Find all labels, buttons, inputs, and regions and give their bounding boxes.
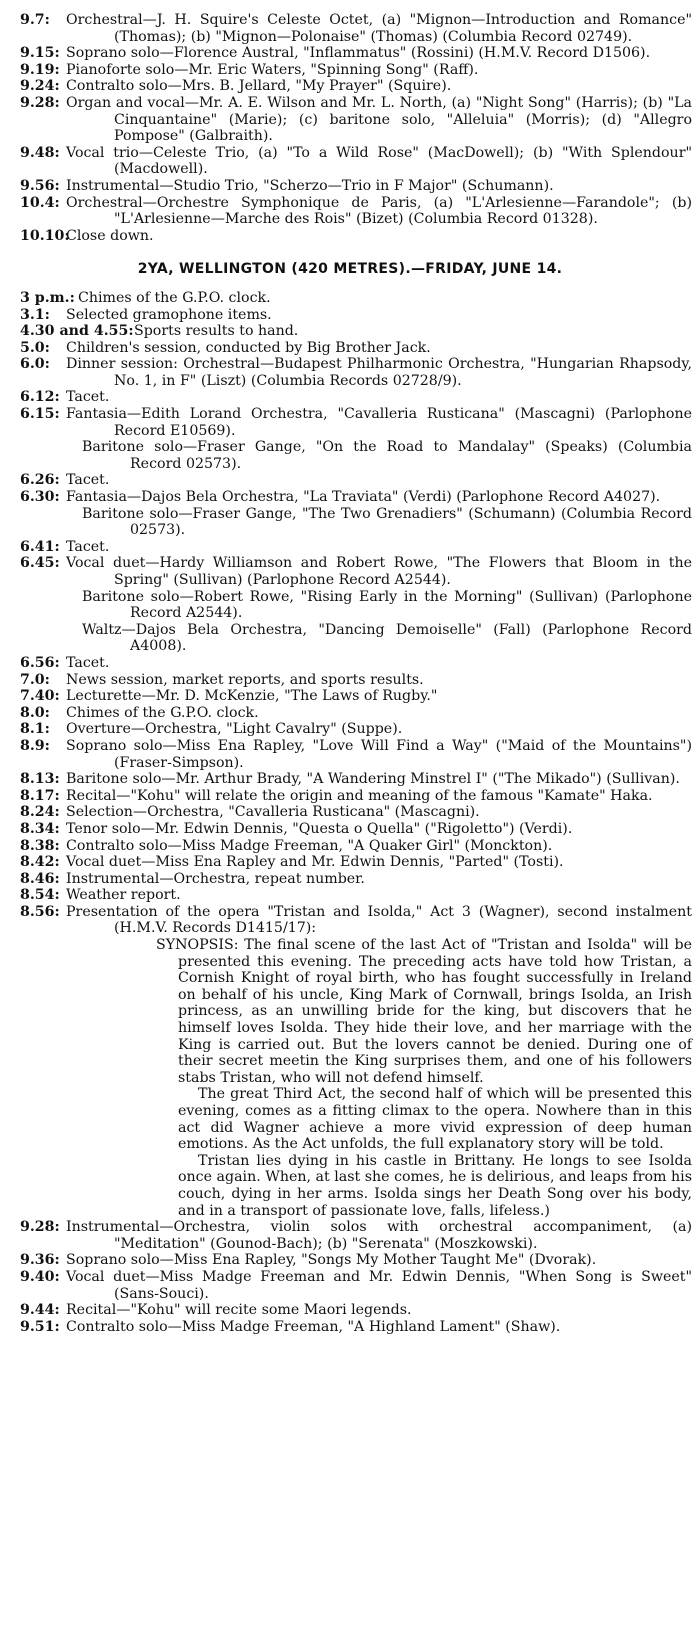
programme-entry	[8, 12, 692, 45]
entry-text: Orchestral—J. H. Squire's Celeste Octet, (a) "Mignon—Introduction and Romance" (Thomas); (b) "Mignon—Polonaise" (Thomas) (Columbia Record 02749).	[66, 12, 692, 45]
entry-text: Baritone solo—Fraser Gange, "The Two Grenadiers" (Schumann) (Columbia Record 02573).	[82, 505, 692, 539]
entry-text: Children's session, conducted by Big Brother Jack.	[66, 339, 431, 356]
programme-entry	[8, 555, 692, 588]
entry-time: 9.40:	[20, 1268, 60, 1285]
entry-time: 9.56:	[20, 177, 60, 194]
programme-entry	[8, 290, 692, 307]
entry-time: 8.38:	[20, 837, 60, 854]
synopsis-section	[8, 937, 692, 1219]
programme-entry	[8, 1302, 692, 1319]
entry-time: 9.44:	[20, 1302, 60, 1319]
programme-entry	[8, 1219, 692, 1252]
entry-time: 8.13:	[20, 771, 60, 788]
entry-time: 9.7:	[20, 12, 50, 28]
programme-entry	[8, 228, 692, 245]
entry-text: Selection—Orchestra, "Cavalleria Rusticana" (Mascagni).	[66, 804, 480, 821]
entry-time: 10.4:	[20, 194, 60, 211]
entry-time: 8.17:	[20, 787, 60, 804]
programme-entry	[8, 688, 692, 705]
programme-entry	[8, 672, 692, 689]
entry-time: 8.0:	[20, 704, 50, 721]
entry-text: Lecturette—Mr. D. McKenzie, "The Laws of Rugby."	[66, 688, 438, 705]
entry-text: Tacet.	[66, 654, 110, 671]
programme-entry	[8, 178, 692, 195]
synopsis-paragraph-1	[8, 937, 692, 1086]
programme-block-3	[8, 1219, 692, 1335]
programme-entry	[8, 145, 692, 178]
entry-text: Vocal trio—Celeste Trio, (a) "To a Wild Rose" (MacDowell); (b) "With Splendour" (Macdowell).	[66, 144, 692, 178]
entry-time: 6.15:	[20, 406, 60, 423]
entry-text: Fantasia—Dajos Bela Orchestra, "La Traviata" (Verdi) (Parlophone Record A4027).	[66, 489, 661, 506]
programme-entry	[8, 721, 692, 738]
entry-text: Instrumental—Orchestra, violin solos with orchestral accompaniment, (a) "Meditation" (Gounod-Bach); (b) "Serenata" (Moszkowski).	[66, 1219, 692, 1252]
programme-entry	[8, 854, 692, 871]
entry-text: News session, market reports, and sports results.	[66, 671, 424, 688]
entry-text: Selected gramophone items.	[66, 306, 272, 323]
programme-entry	[8, 705, 692, 722]
programme-entry	[8, 62, 692, 79]
entry-text: Presentation of the opera "Tristan and Isolda," Act 3 (Wagner), second instalment (H.M.V. Records D1415/17):	[66, 903, 692, 937]
entry-text: Contralto solo—Miss Madge Freeman, "A Highland Lament" (Shaw).	[66, 1318, 561, 1335]
entry-text: Baritone solo—Fraser Gange, "On the Road to Mandalay" (Speaks) (Columbia Record 02573).	[82, 439, 692, 472]
programme-entry	[8, 838, 692, 855]
entry-time: 8.1:	[20, 721, 50, 738]
entry-time: 8.9:	[20, 737, 50, 754]
entry-time: 6.0:	[20, 356, 50, 373]
programme-sub-entry	[8, 589, 692, 622]
programme-entry	[8, 389, 692, 406]
entry-time: 8.56:	[20, 903, 60, 920]
programme-entry	[8, 804, 692, 821]
station-heading: 2YA, WELLINGTON (420 METRES).—FRIDAY, JUNE 14.	[137, 261, 563, 278]
synopsis-paragraph-2: The great Third Act, the second half of which will be presented this evening, comes as a fitting climax to the opera. Nowhere than in this act did Wagner achieve a more vivid expression of deep human emotions. As the Act unfolds, the full explanatory story will be told.	[178, 1086, 692, 1153]
entry-text: Soprano solo—Miss Ena Rapley, "Love Will Find a Way" ("Maid of the Mountains") (Fraser-Simpson).	[66, 737, 692, 771]
entry-text: Contralto solo—Mrs. B. Jellard, "My Prayer" (Squire).	[66, 78, 452, 95]
entry-text: Dinner session: Orchestral—Budapest Philharmonic Orchestra, "Hungarian Rhapsody, No. 1, in F" (Liszt) (Columbia Records 02728/9).	[66, 356, 692, 389]
entry-text: Organ and vocal—Mr. A. E. Wilson and Mr. L. North, (a) "Night Song" (Harris); (b) "La Cinquantaine" (Marie); (c) baritone solo, "Alleluia" (Morris); (d) "Allegro Pompose" (Galbraith).	[66, 94, 692, 145]
entry-text: Chimes of the G.P.O. clock.	[66, 704, 259, 721]
programme-block-1	[8, 12, 692, 244]
entry-time: 6.41:	[20, 538, 60, 555]
entry-time: 7.0:	[20, 671, 50, 688]
entry-time: 9.36:	[20, 1252, 60, 1269]
programme-entry	[8, 539, 692, 556]
entry-time: 5.0:	[20, 339, 50, 356]
entry-text: Recital—"Kohu" will recite some Maori legends.	[66, 1302, 412, 1319]
entry-text: Vocal duet—Miss Madge Freeman and Mr. Edwin Dennis, "When Song is Sweet" (Sans-Souci).	[66, 1268, 692, 1302]
entry-text: Overture—Orchestra, "Light Cavalry" (Suppe).	[66, 721, 403, 738]
programme-entry	[8, 1269, 692, 1302]
entry-time: 4.30 and 4.55:	[20, 323, 134, 340]
entry-time: 9.15:	[20, 45, 60, 62]
entry-time: 9.19:	[20, 61, 60, 78]
programme-entry	[8, 406, 692, 439]
programme-entry	[8, 45, 692, 62]
entry-text: Instrumental—Orchestra, repeat number.	[66, 870, 365, 887]
entry-time: 7.40:	[20, 688, 60, 705]
entry-time: 3 p.m.:	[20, 289, 75, 306]
entry-time: 6.56:	[20, 654, 60, 671]
programme-entry	[8, 771, 692, 788]
programme-entry	[8, 472, 692, 489]
entry-text: Tacet.	[66, 389, 110, 406]
programme-entry	[8, 323, 692, 340]
entry-text: Instrumental—Studio Trio, "Scherzo—Trio in F Major" (Schumann).	[66, 177, 554, 194]
programme-entry	[8, 788, 692, 805]
programme-entry	[8, 1319, 692, 1336]
entry-text: Vocal duet—Miss Ena Rapley and Mr. Edwin Dennis, "Parted" (Tosti).	[66, 854, 564, 871]
programme-entry	[8, 1252, 692, 1269]
entry-time: 9.28:	[20, 94, 60, 111]
entry-time: 9.51:	[20, 1318, 60, 1335]
programme-entry	[8, 195, 692, 228]
synopsis-text-1: The final scene of the last Act of "Tristan and Isolda" will be presented this evening. The preceding acts have told how Tristan, a Cornish Knight of royal birth, who has fought successfully in Ireland on behalf of his uncle, King Mark of Cornwall, brings Isolda, an Irish princess, as an unwilling bride for the king, but discovers that he himself loves Isolda. They hide their love, and her marriage with the King is carried out. But the lovers cannot be denied. During one of their secret meetin the King surprises them, and one of his followers stabs Tristan, who will not defend himself.	[178, 937, 693, 1086]
entry-time: 10.10:	[20, 227, 70, 244]
entry-text: Fantasia—Edith Lorand Orchestra, "Cavalleria Rusticana" (Mascagni) (Parlophone Record E10569).	[66, 406, 692, 439]
programme-entry	[8, 356, 692, 389]
entry-time: 6.45:	[20, 555, 60, 572]
entry-time: 9.28:	[20, 1219, 60, 1236]
entry-text: Contralto solo—Miss Madge Freeman, "A Quaker Girl" (Monckton).	[66, 837, 553, 854]
synopsis-label: SYNOPSIS:	[156, 937, 239, 954]
entry-text: Tenor solo—Mr. Edwin Dennis, "Questa o Quella" ("Rigoletto") (Verdi).	[66, 820, 573, 837]
programme-entry	[8, 738, 692, 771]
programme-entry	[8, 78, 692, 95]
entry-time: 9.48:	[20, 144, 60, 161]
programme-sub-entry	[8, 506, 692, 539]
programme-entry	[8, 887, 692, 904]
programme-entry	[8, 655, 692, 672]
programme-entry	[8, 904, 692, 937]
programme-entry	[8, 95, 692, 145]
entry-text: Pianoforte solo—Mr. Eric Waters, "Spinning Song" (Raff).	[66, 61, 479, 78]
entry-time: 8.54:	[20, 887, 60, 904]
entry-time: 9.24:	[20, 78, 60, 95]
synopsis-paragraph-3: Tristan lies dying in his castle in Brittany. He longs to see Isolda once again. When, at last she comes, he is delirious, and leaps from his couch, dying in her arms. Isolda sings her Death Song over his body, and in a transport of passionate love, falls, lifeless.)	[178, 1152, 692, 1219]
entry-text: Baritone solo—Robert Rowe, "Rising Early in the Morning" (Sullivan) (Parlophone Record A2544).	[82, 588, 692, 622]
entry-time: 6.30:	[20, 489, 60, 506]
programme-entry	[8, 489, 692, 506]
programme-sub-entry	[8, 439, 692, 472]
programme-entry	[8, 340, 692, 357]
entry-time: 8.46:	[20, 870, 60, 887]
entry-text: Waltz—Dajos Bela Orchestra, "Dancing Demoiselle" (Fall) (Parlophone Record A4008).	[82, 621, 692, 655]
entry-text: Recital—"Kohu" will relate the origin and meaning of the famous "Kamate" Haka.	[66, 787, 653, 804]
entry-text: Chimes of the G.P.O. clock.	[78, 289, 271, 306]
entry-text: Vocal duet—Hardy Williamson and Robert Rowe, "The Flowers that Bloom in the Spring" (Sullivan) (Parlophone Record A2544).	[66, 555, 692, 588]
programme-entry	[8, 307, 692, 324]
entry-time: 3.1:	[20, 306, 50, 323]
entry-time: 8.34:	[20, 820, 60, 837]
entry-text: Baritone solo—Mr. Arthur Brady, "A Wandering Minstrel I" ("The Mikado") (Sullivan).	[66, 771, 680, 788]
entry-text: Sports results to hand.	[134, 323, 299, 340]
entry-text: Soprano solo—Miss Ena Rapley, "Songs My Mother Taught Me" (Dvorak).	[66, 1252, 597, 1269]
entry-text: Soprano solo—Florence Austral, "Inflammatus" (Rossini) (H.M.V. Record D1506).	[66, 45, 651, 62]
programme-block-2	[8, 290, 692, 937]
entry-text: Tacet.	[66, 538, 110, 555]
entry-text: Close down.	[66, 227, 154, 244]
entry-time: 8.42:	[20, 854, 60, 871]
entry-time: 8.24:	[20, 804, 60, 821]
entry-text: Tacet.	[66, 472, 110, 489]
programme-entry	[8, 871, 692, 888]
entry-text: Weather report.	[66, 887, 181, 904]
entry-text: Orchestral—Orchestre Symphonique de Paris, (a) "L'Arlesienne—Farandole"; (b) "L'Arlesienne—Marche des Rois" (Bizet) (Columbia Record 01328).	[66, 194, 692, 228]
entry-time: 6.12:	[20, 389, 60, 406]
entry-time: 6.26:	[20, 472, 60, 489]
programme-sub-entry	[8, 622, 692, 655]
programme-entry	[8, 821, 692, 838]
